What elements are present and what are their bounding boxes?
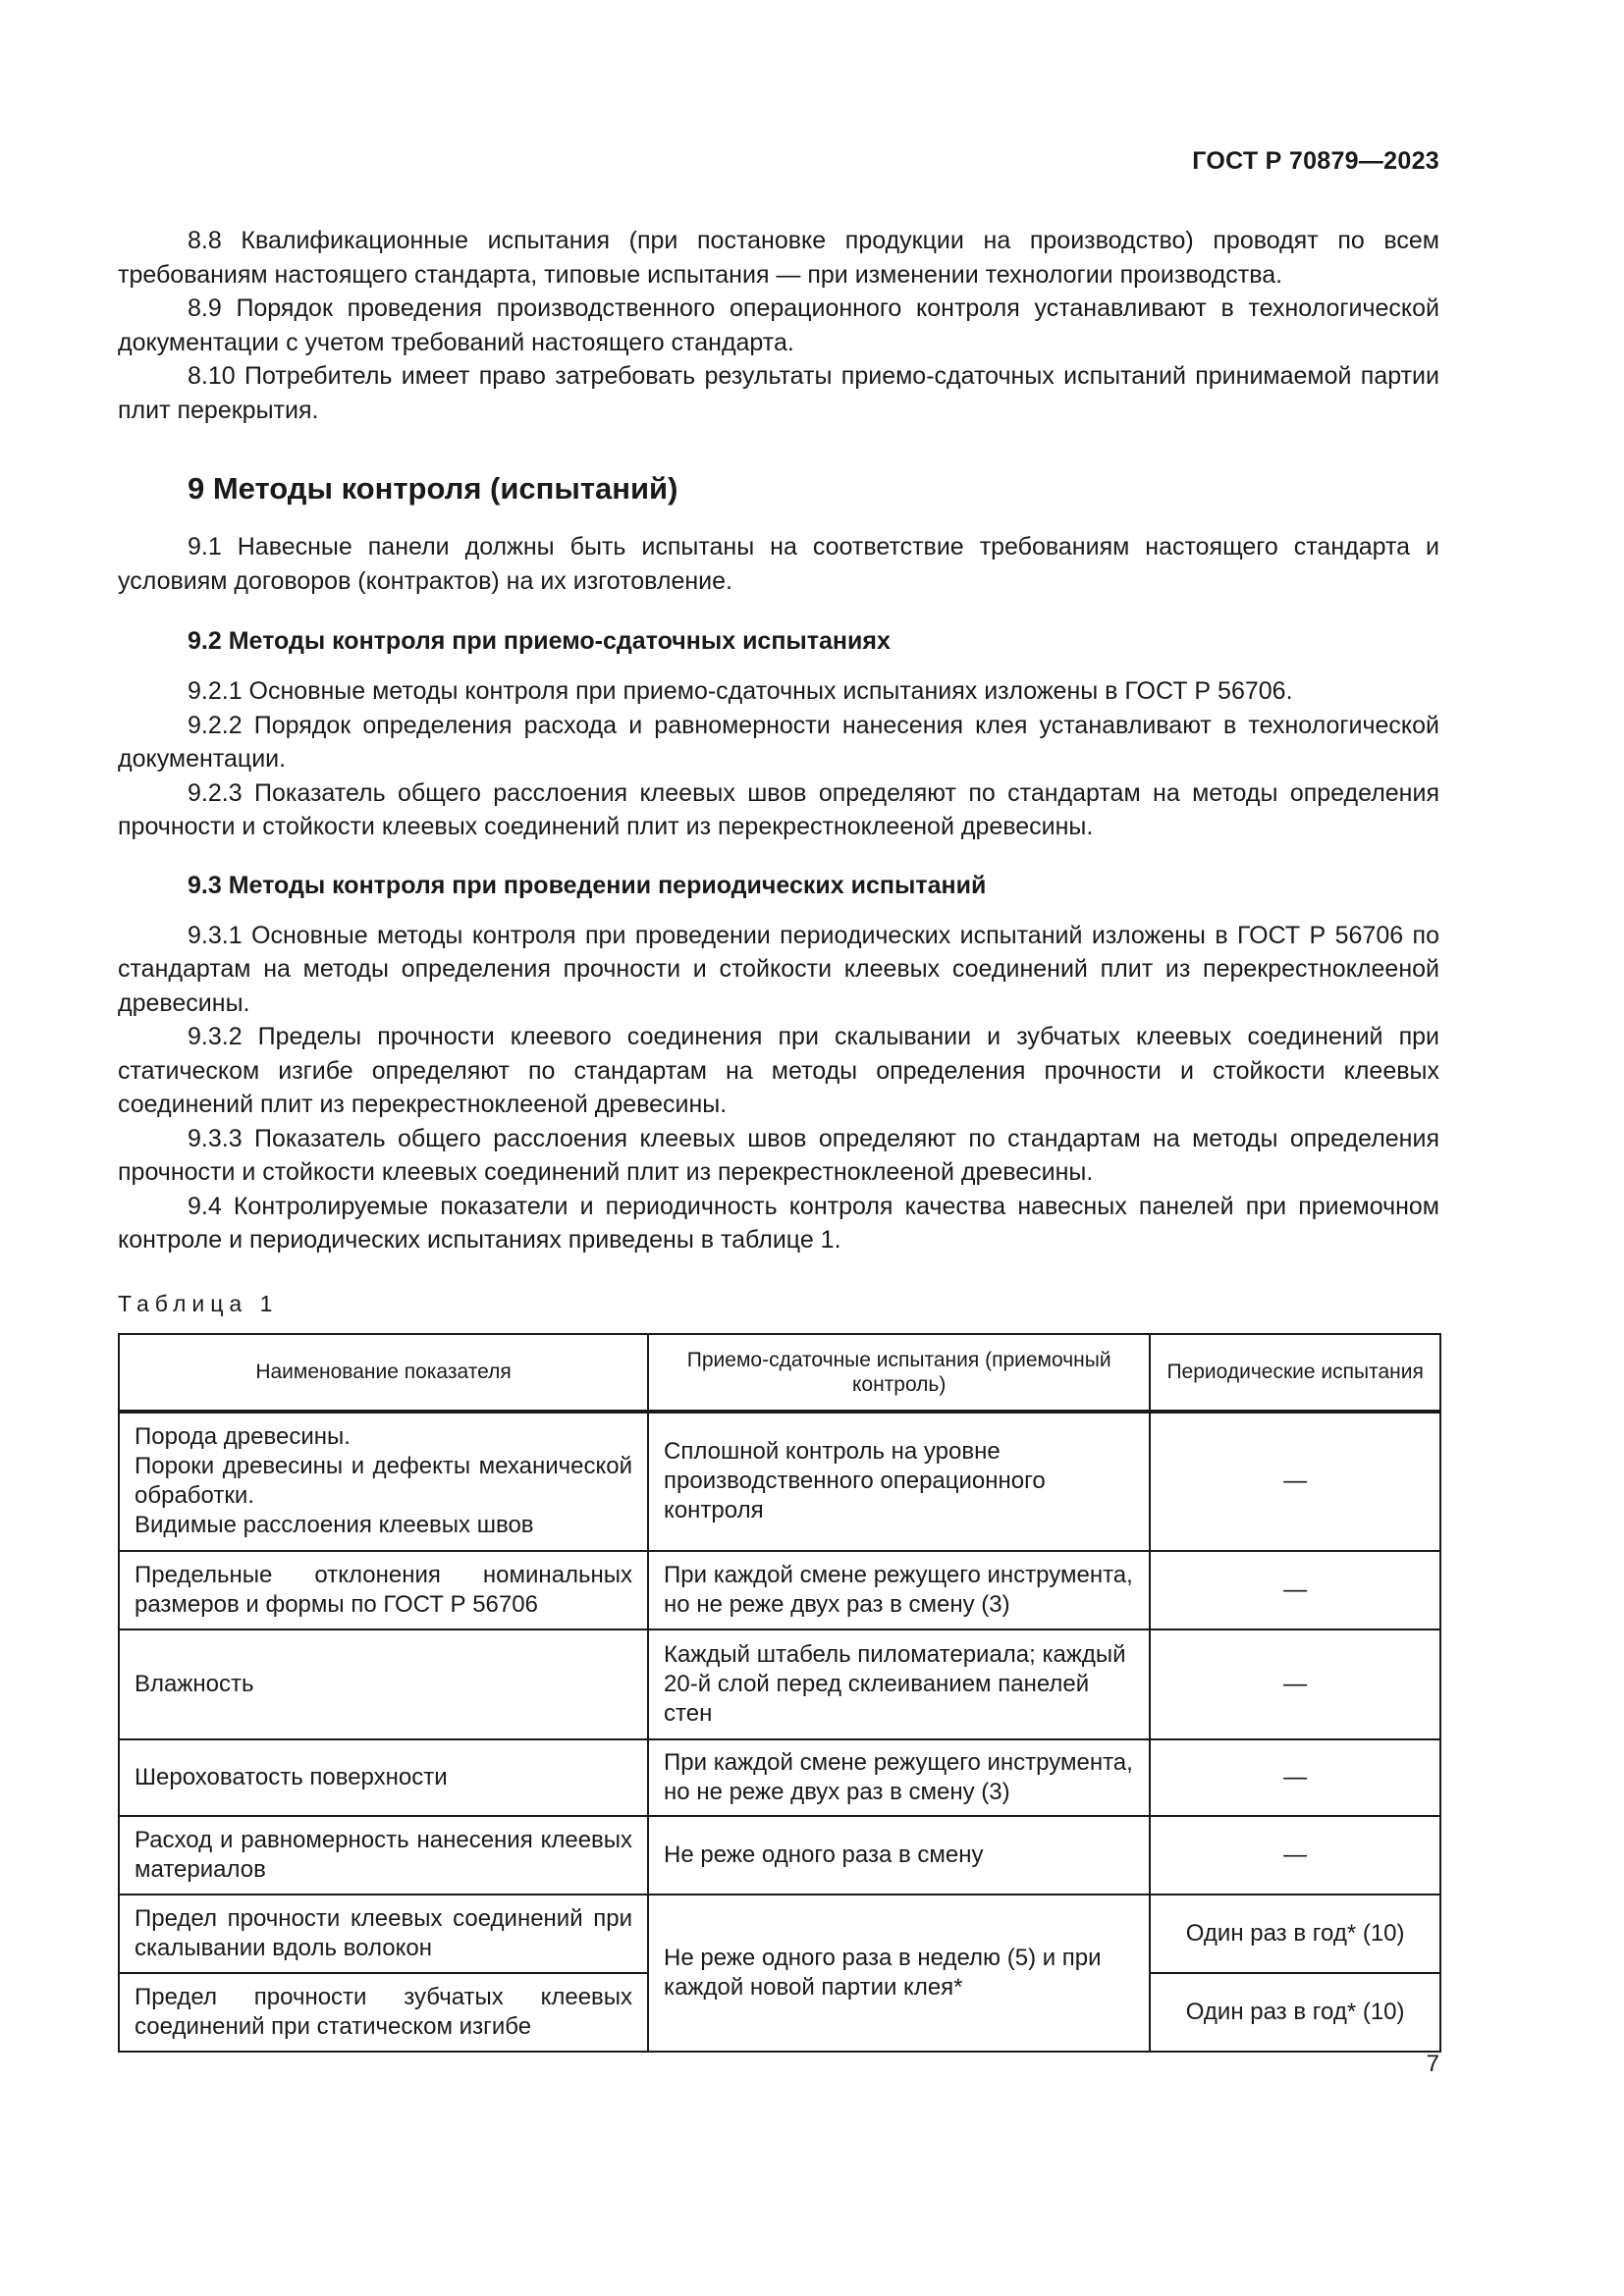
cell-acceptance: Не реже одного раза в смену	[648, 1816, 1150, 1895]
section-9-title: 9 Методы контроля (испытаний)	[188, 471, 678, 506]
indicator-line: Видимые расслоения клеевых швов	[135, 1512, 534, 1538]
paragraph-9-1: 9.1 Навесные панели должны быть испытаны на соответствие требованиям настоящего стандарта и условиям договоров (контрактов) на их изготовление.	[118, 533, 1439, 595]
cell-periodic: —	[1150, 1629, 1440, 1739]
table-caption: Таблица 1	[118, 1290, 279, 1316]
cell-periodic: —	[1150, 1551, 1440, 1629]
paragraph-9-2-3: 9.2.3 Показатель общего расслоения клеевых швов определяют по стандартам на методы определения прочности и стойкости клеевых соединений плит из перекрестноклееной древесины.	[118, 778, 1439, 840]
table-header-row	[119, 1334, 1440, 1412]
cell-indicator: Влажность	[119, 1629, 648, 1739]
control-table	[118, 1333, 1441, 2053]
table-row	[119, 1816, 1440, 1895]
indicator-line: Порода древесины.	[135, 1423, 351, 1450]
page-number: 7	[1426, 2051, 1439, 2077]
cell-indicator: Предел прочности клеевых соединений при скалывании вдоль волокон	[119, 1895, 648, 1973]
cell-indicator: Предел прочности зубчатых клеевых соединений при статическом изгибе	[119, 1973, 648, 2052]
paragraph-9-2-2: 9.2.2 Порядок определения расхода и равномерности нанесения клея устанавливают в технологической документации.	[118, 711, 1439, 773]
cell-indicator	[119, 1412, 648, 1551]
paragraph-9-3-1: 9.3.1 Основные методы контроля при проведении периодических испытаний изложены в ГОСТ Р 56706 по стандартам на методы определения прочности и стойкости клеевых соединений плит из перекрестноклееной древесины.	[118, 921, 1439, 1017]
cell-periodic: —	[1150, 1739, 1440, 1816]
subsection-9-3-title: 9.3 Методы контроля при проведении периодических испытаний	[188, 871, 987, 899]
table-row	[119, 1629, 1440, 1739]
paragraph-9-2-1: 9.2.1 Основные методы контроля при приемо-сдаточных испытаниях изложены в ГОСТ Р 56706.	[188, 677, 1293, 705]
cell-acceptance: При каждой смене режущего инструмента, но не реже двух раз в смену (3)	[648, 1739, 1150, 1816]
paragraph-8-10: 8.10 Потребитель имеет право затребовать результаты приемо-сдаточных испытаний принимаемой партии плит перекрытия.	[118, 362, 1439, 424]
table-row	[119, 1739, 1440, 1816]
paragraph-8-9: 8.9 Порядок проведения производственного операционного контроля устанавливают в технологической документации с учетом требований настоящего стандарта.	[118, 294, 1439, 356]
document-code: ГОСТ Р 70879—2023	[1192, 147, 1439, 175]
paragraph-8-8: 8.8 Квалификационные испытания (при постановке продукции на производство) проводят по всем требованиям настоящего стандарта, типовые испытания — при изменении технологии производства.	[118, 227, 1439, 289]
cell-acceptance: При каждой смене режущего инструмента, но не реже двух раз в смену (3)	[648, 1551, 1150, 1629]
table-row	[119, 1412, 1440, 1551]
cell-periodic: Один раз в год* (10)	[1150, 1895, 1440, 1973]
header-acceptance: Приемо-сдаточные испытания (приемочный контроль)	[648, 1334, 1150, 1412]
cell-periodic: —	[1150, 1816, 1440, 1895]
header-indicator: Наименование показателя	[119, 1334, 648, 1412]
cell-acceptance: Не реже одного раза в неделю (5) и при каждой новой партии клея*	[648, 1895, 1150, 2052]
paragraph-9-3-3: 9.3.3 Показатель общего расслоения клеевых швов определяют по стандартам на методы определения прочности и стойкости клеевых соединений плит из перекрестноклееной древесины.	[118, 1124, 1439, 1186]
page-content	[118, 224, 1439, 2053]
paragraph-9-3-2: 9.3.2 Пределы прочности клеевого соединения при скалывании и зубчатых клеевых соединений при статическом изгибе определяют по стандартам на методы определения прочности и стойкости клеевых соединений плит из перекрестноклееной древесины.	[118, 1023, 1439, 1118]
cell-indicator: Предельные отклонения номинальных размеров и формы по ГОСТ Р 56706	[119, 1551, 648, 1629]
cell-periodic: Один раз в год* (10)	[1150, 1973, 1440, 2052]
cell-acceptance: Сплошной контроль на уровне производственного операционного контроля	[648, 1412, 1150, 1551]
cell-indicator: Расход и равномерность нанесения клеевых материалов	[119, 1816, 648, 1895]
cell-indicator: Шероховатость поверхности	[119, 1739, 648, 1816]
header-periodic: Периодические испытания	[1150, 1334, 1440, 1412]
subsection-9-2-title: 9.2 Методы контроля при приемо-сдаточных испытаниях	[188, 627, 891, 655]
table-row	[119, 1895, 1440, 1973]
table-row	[119, 1551, 1440, 1629]
indicator-line: Пороки древесины и дефекты механической обработки.	[135, 1453, 633, 1509]
cell-periodic: —	[1150, 1412, 1440, 1551]
paragraph-9-4: 9.4 Контролируемые показатели и периодичность контроля качества навесных панелей при приемочном контроле и периодических испытаниях приведены в таблице 1.	[118, 1192, 1439, 1254]
cell-acceptance: Каждый штабель пиломатериала; каждый 20-й слой перед склеиванием панелей стен	[648, 1629, 1150, 1739]
